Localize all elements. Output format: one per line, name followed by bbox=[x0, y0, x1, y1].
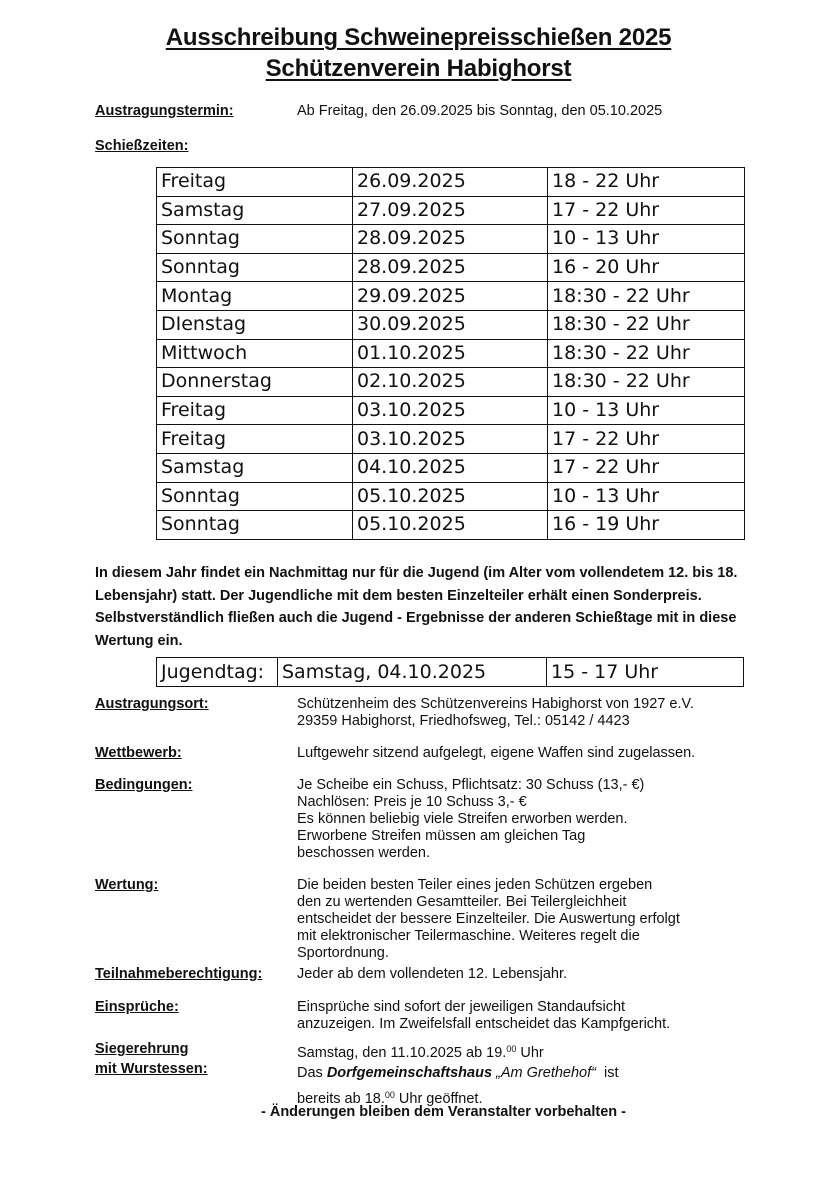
einsprueche-line: anzuzeigen. Im Zweifelsfall entscheidet das Kampfgericht. bbox=[297, 1016, 671, 1032]
jugendtag-time: 15 - 17 Uhr bbox=[547, 658, 744, 687]
schedule-row bbox=[157, 511, 745, 540]
einsprueche-value bbox=[297, 999, 670, 1033]
austragungsort-line: 29359 Habighorst, Friedhofsweg, Tel.: 05142 / 4423 bbox=[297, 713, 630, 729]
schedule-row bbox=[157, 482, 745, 511]
document-subtitle: Schützenverein Habighorst bbox=[265, 55, 572, 82]
siegerehrung-value bbox=[297, 1039, 619, 1109]
wertung-line: entscheidet der bessere Einzelteiler. Die Auswertung erfolgt bbox=[297, 911, 680, 927]
bedingungen-line: Je Scheibe ein Schuss, Pflichtsatz: 30 Schuss (13,- €) bbox=[297, 777, 645, 793]
wertung-line: Die beiden besten Teiler eines jeden Schützen ergeben bbox=[297, 877, 653, 893]
schedule-row bbox=[157, 396, 745, 425]
bedingungen-line: beschossen werden. bbox=[297, 845, 430, 861]
schedule-time: 16 - 19 Uhr bbox=[548, 511, 745, 540]
schedule-row bbox=[157, 310, 745, 339]
schedule-row bbox=[157, 225, 745, 254]
schedule-day: Donnerstag bbox=[157, 368, 353, 397]
wertung-line: den zu wertenden Gesamtteiler. Bei Teilergleichheit bbox=[297, 894, 627, 910]
siegerehrung-text: Uhr geöffnet. bbox=[394, 1091, 483, 1107]
schedule-time: 18:30 - 22 Uhr bbox=[548, 310, 745, 339]
schedule-date: 03.10.2025 bbox=[353, 396, 548, 425]
bedingungen-line: Nachlösen: Preis je 10 Schuss 3,- € bbox=[297, 794, 527, 810]
wertung-label: Wertung: bbox=[95, 877, 159, 893]
siegerehrung-label-line: mit Wurstessen: bbox=[95, 1061, 208, 1077]
schedule-time: 18 - 22 Uhr bbox=[548, 168, 745, 197]
jugendtag-label: Jugendtag: bbox=[157, 658, 278, 687]
time-superscript: 00 bbox=[384, 1090, 395, 1100]
austragungsort-line: Schützenheim des Schützenvereins Habighorst von 1927 e.V. bbox=[297, 696, 694, 712]
schedule-day: Sonntag bbox=[157, 482, 353, 511]
schedule-row bbox=[157, 453, 745, 482]
schedule-date: 03.10.2025 bbox=[353, 425, 548, 454]
austragungstermin-label: Austragungstermin: bbox=[95, 103, 234, 119]
time-superscript: 00 bbox=[506, 1044, 517, 1054]
austragungstermin-value: Ab Freitag, den 26.09.2025 bis Sonntag, den 05.10.2025 bbox=[297, 103, 663, 119]
austragungsort-value bbox=[297, 696, 694, 730]
teilnahme-label: Teilnahmeberechtigung: bbox=[95, 966, 263, 982]
einsprueche-label: Einsprüche: bbox=[95, 999, 179, 1015]
schedule-day: Freitag bbox=[157, 425, 353, 454]
schedule-day: Sonntag bbox=[157, 253, 353, 282]
jugendtag-table bbox=[156, 657, 744, 687]
bedingungen-label: Bedingungen: bbox=[95, 777, 193, 793]
wertung-line: Sportordnung. bbox=[297, 945, 389, 961]
schedule-day: DIenstag bbox=[157, 310, 353, 339]
schiesszeiten-label: Schießzeiten: bbox=[95, 138, 189, 154]
wettbewerb-label: Wettbewerb: bbox=[95, 745, 182, 761]
schedule-row bbox=[157, 253, 745, 282]
austragungsort-label: Austragungsort: bbox=[95, 696, 209, 712]
siegerehrung-text: ist bbox=[595, 1065, 619, 1081]
schedule-row bbox=[157, 425, 745, 454]
schedule-time: 17 - 22 Uhr bbox=[548, 425, 745, 454]
schedule-day: Freitag bbox=[157, 168, 353, 197]
siegerehrung-text: Das bbox=[297, 1065, 327, 1081]
schedule-row bbox=[157, 196, 745, 225]
siegerehrung-text: bereits ab 18. bbox=[297, 1091, 385, 1107]
schedule-time: 18:30 - 22 Uhr bbox=[548, 282, 745, 311]
schedule-time: 17 - 22 Uhr bbox=[548, 196, 745, 225]
schedule-date: 02.10.2025 bbox=[353, 368, 548, 397]
schedule-time: 18:30 - 22 Uhr bbox=[548, 339, 745, 368]
schedule-date: 30.09.2025 bbox=[353, 310, 548, 339]
schedule-day: Samstag bbox=[157, 196, 353, 225]
document-title: Ausschreibung Schweinepreisschießen 2025 bbox=[165, 24, 672, 51]
schedule-time: 17 - 22 Uhr bbox=[548, 453, 745, 482]
siegerehrung-line-2 bbox=[297, 1063, 619, 1083]
schedule-date: 26.09.2025 bbox=[353, 168, 548, 197]
bedingungen-line: Erworbene Streifen müssen am gleichen Tag bbox=[297, 828, 586, 844]
footer-note: - Änderungen bleiben dem Veranstalter vorbehalten - bbox=[261, 1104, 626, 1120]
siegerehrung-text: Samstag, den 11.10.2025 ab 19. bbox=[297, 1045, 507, 1061]
jugend-paragraph: In diesem Jahr findet ein Nachmittag nur für die Jugend (im Alter vom vollendetem 12. bis 18. Lebensjahr) statt. Der Jugendliche mit dem besten Einzelteiler erhält einen Sonderpreis. Selbstverständlich fließen auch die Jugend - Ergebnisse der anderen Schießtage mit in diese Wertung ein. bbox=[95, 565, 738, 649]
schedule-row bbox=[157, 368, 745, 397]
schedule-date: 29.09.2025 bbox=[353, 282, 548, 311]
siegerehrung-label-line: Siegerehrung bbox=[95, 1041, 189, 1057]
schedule-time: 10 - 13 Uhr bbox=[548, 482, 745, 511]
schedule-row bbox=[157, 168, 745, 197]
wertung-line: mit elektronischer Teilermaschine. Weiteres regelt die bbox=[297, 928, 640, 944]
schedule-date: 28.09.2025 bbox=[353, 225, 548, 254]
teilnahme-value: Jeder ab dem vollendeten 12. Lebensjahr. bbox=[297, 966, 568, 982]
bedingungen-line: Es können beliebig viele Streifen erworben werden. bbox=[297, 811, 628, 827]
venue-name: Dorfgemeinschaftshaus bbox=[326, 1065, 493, 1081]
venue-subname: „Am Grethehof“ bbox=[492, 1065, 596, 1081]
schedule-day: Samstag bbox=[157, 453, 353, 482]
siegerehrung-text: Uhr bbox=[516, 1045, 544, 1061]
siegerehrung-line-1 bbox=[297, 1039, 619, 1063]
schedule-time: 18:30 - 22 Uhr bbox=[548, 368, 745, 397]
schedule-day: Mittwoch bbox=[157, 339, 353, 368]
schedule-date: 05.10.2025 bbox=[353, 482, 548, 511]
schedule-time: 16 - 20 Uhr bbox=[548, 253, 745, 282]
schedule-day: Sonntag bbox=[157, 511, 353, 540]
schedule-time: 10 - 13 Uhr bbox=[548, 396, 745, 425]
wertung-value bbox=[297, 877, 680, 962]
schedule-row bbox=[157, 282, 745, 311]
schedule-table bbox=[156, 167, 745, 540]
schedule-time: 10 - 13 Uhr bbox=[548, 225, 745, 254]
schedule-date: 05.10.2025 bbox=[353, 511, 548, 540]
schedule-row bbox=[157, 339, 745, 368]
schedule-date: 01.10.2025 bbox=[353, 339, 548, 368]
schedule-date: 27.09.2025 bbox=[353, 196, 548, 225]
siegerehrung-label bbox=[95, 1039, 208, 1079]
schedule-day: Montag bbox=[157, 282, 353, 311]
schedule-date: 28.09.2025 bbox=[353, 253, 548, 282]
einsprueche-line: Einsprüche sind sofort der jeweiligen Standaufsicht bbox=[297, 999, 626, 1015]
jugendtag-row bbox=[157, 658, 744, 687]
wettbewerb-value: Luftgewehr sitzend aufgelegt, eigene Waffen sind zugelassen. bbox=[297, 745, 696, 761]
bedingungen-value bbox=[297, 777, 644, 862]
schedule-day: Freitag bbox=[157, 396, 353, 425]
schedule-day: Sonntag bbox=[157, 225, 353, 254]
schedule-date: 04.10.2025 bbox=[353, 453, 548, 482]
jugendtag-date: Samstag, 04.10.2025 bbox=[278, 658, 547, 687]
